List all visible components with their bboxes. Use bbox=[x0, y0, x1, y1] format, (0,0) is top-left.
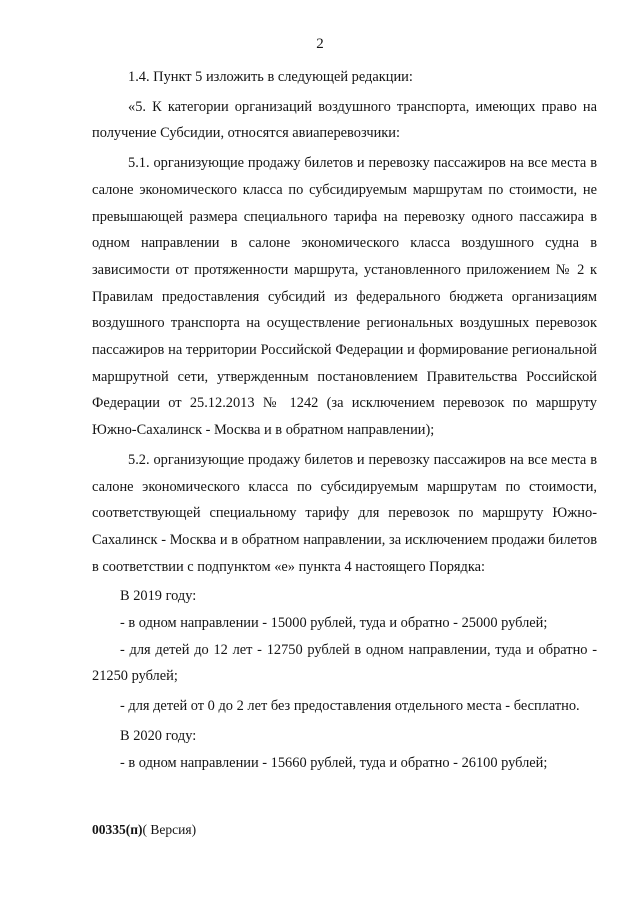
list-item-2019-one-way: - в одном направлении - 15000 рублей, туда и обратно - 25000 рублей; bbox=[120, 615, 548, 632]
list-item-2020-one-way: - в одном направлении - 15660 рублей, туда и обратно - 26100 рублей; bbox=[120, 754, 548, 771]
paragraph-5-1: 5.1. организующие продажу билетов и перевозку пассажиров на все места в салоне экономического класса по субсидируемым маршрутам по стоимости, не превышающей размера специального тарифа на перевозку одного пассажира в одном направлении в салоне экономического класса воздушного судна в зависимости от протяженности маршрута, установленного приложением № 2 к Правилам предоставления субсидий из федерального бюджета организациям воздушного транспорта на осуществление региональных воздушных перевозок пассажиров на территории Российской Федерации и формирование региональной маршрутной сети, утвержденным постановлением Правительства Российской Федерации от 25.12.2013 № 1242 (за исключением перевозок по маршруту Южно-Сахалинск - Москва и в обратном направлении); bbox=[92, 155, 597, 439]
list-item-2019-children-12: - для детей до 12 лет - 12750 рублей в одном направлении, туда и обратно - 21250 рублей; bbox=[92, 641, 597, 685]
paragraph-5-2: 5.2. организующие продажу билетов и перевозку пассажиров на все места в салоне экономического класса по субсидируемым маршрутам по стоимости, соответствующей специальному тарифу для перевозок по маршруту Южно-Сахалинск - Москва и в обратном направлении, за исключением продажи билетов в соответствии с подпунктом «е» пункта 4 настоящего Порядка: bbox=[92, 451, 597, 575]
paragraph-1-4: 1.4. Пункт 5 изложить в следующей редакции: bbox=[128, 69, 413, 85]
paragraph-5-intro: «5. К категории организаций воздушного транспорта, имеющих право на получение Субсидии, относятся авиаперевозчики: bbox=[92, 98, 597, 142]
document-footer bbox=[92, 822, 196, 838]
footer-code: 00335(п) bbox=[92, 822, 143, 837]
year-2020-heading: В 2020 году: bbox=[120, 727, 197, 744]
year-2019-heading: В 2019 году: bbox=[120, 588, 197, 605]
list-item-2019-children-2: - для детей от 0 до 2 лет без предоставления отдельного места - бесплатно. bbox=[120, 698, 580, 715]
document-body bbox=[92, 64, 597, 776]
footer-version: ( Версия) bbox=[142, 822, 197, 837]
page-number: 2 bbox=[316, 36, 324, 52]
